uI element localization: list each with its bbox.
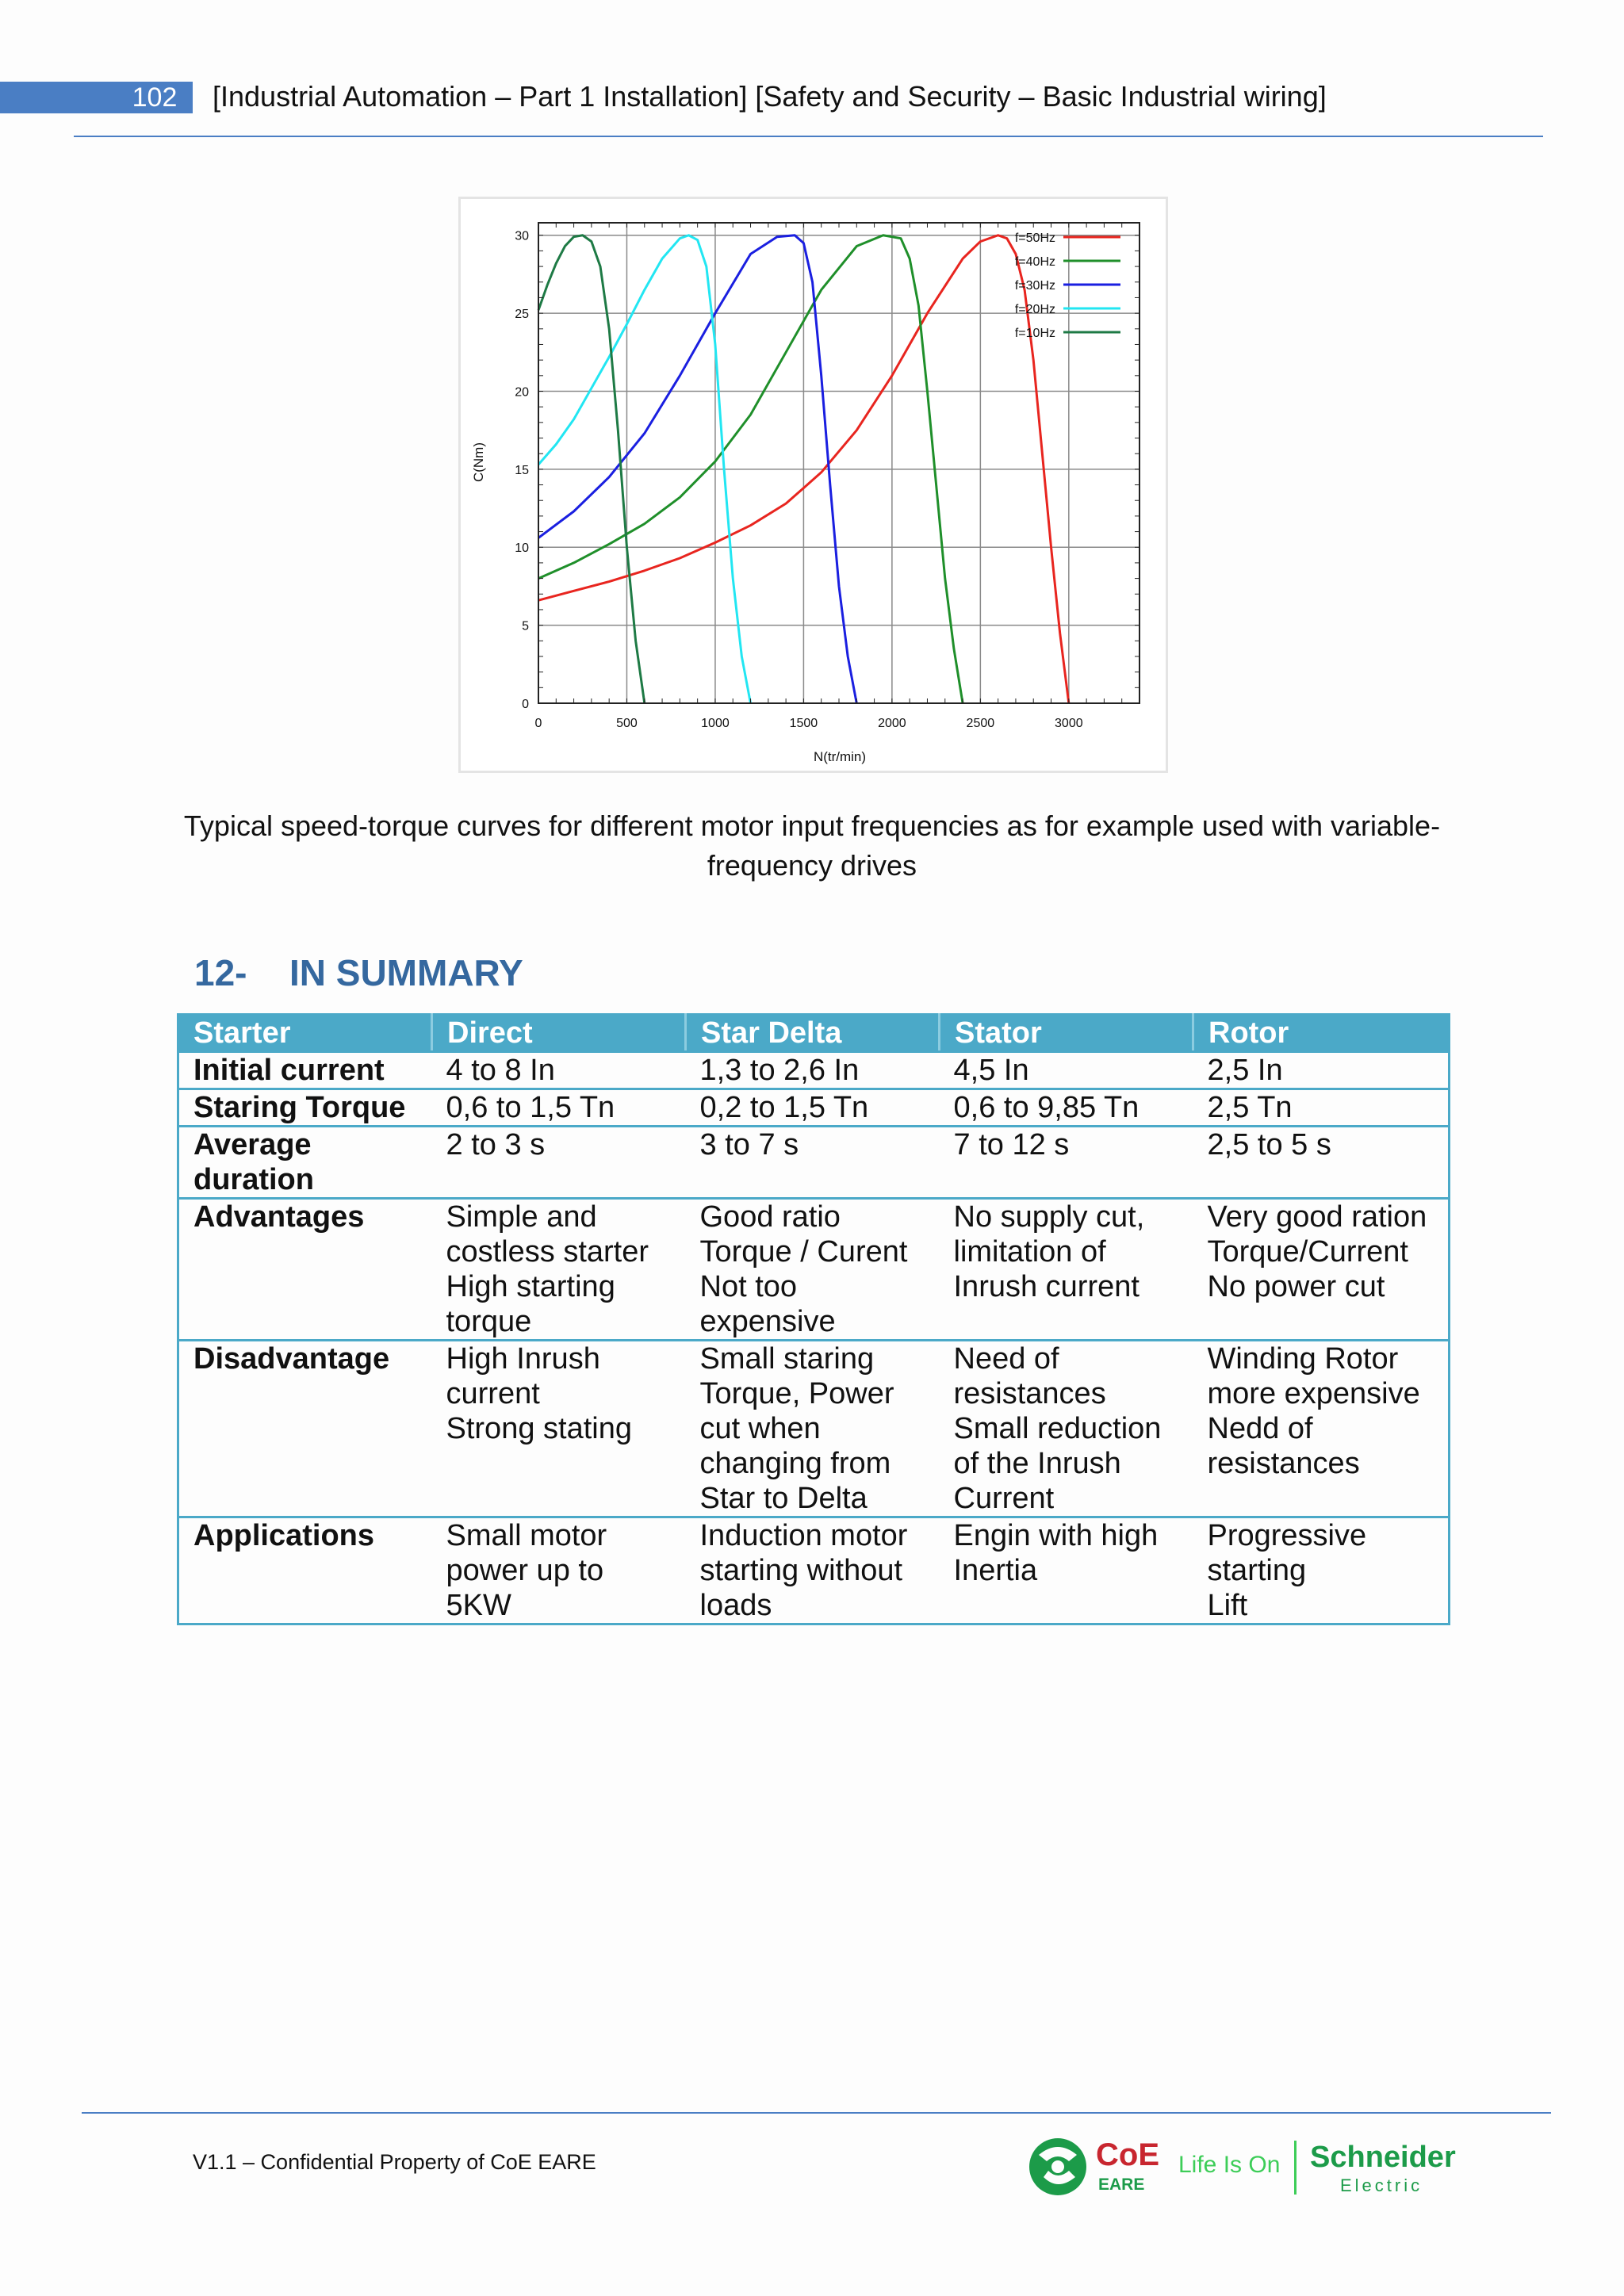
table-cell xyxy=(940,1127,1193,1199)
cell-text: 3 to 7 s xyxy=(699,1128,799,1161)
table-row xyxy=(178,1517,1450,1624)
cell-text: 2,5 Tn xyxy=(1207,1091,1293,1124)
legend-label: f=50Hz xyxy=(1014,232,1055,245)
cell-text: Progressive starting xyxy=(1207,1519,1367,1587)
figure-caption: Typical speed-torque curves for different motor input frequencies as for example used with variable-frequency drives xyxy=(183,809,1441,882)
column-header: Starter xyxy=(178,1015,432,1052)
cell-text: Need of resistances xyxy=(953,1342,1106,1410)
column-header: Rotor xyxy=(1193,1015,1450,1052)
y-tick-label: 5 xyxy=(522,619,529,633)
cell-text: Simple and costless starter xyxy=(446,1200,649,1269)
x-axis-label: N(tr/min) xyxy=(813,749,867,764)
cell-text: 4,5 In xyxy=(953,1054,1029,1087)
cell-text: Very good ration Torque/Current xyxy=(1207,1200,1427,1269)
table-cell xyxy=(1193,1127,1450,1199)
table-cell xyxy=(432,1517,686,1624)
cell-text: 2,5 to 5 s xyxy=(1207,1128,1331,1161)
footer-logos xyxy=(1023,2131,1467,2202)
footer-divider xyxy=(82,2112,1551,2114)
chart-grid xyxy=(538,223,1139,703)
y-tick-label: 20 xyxy=(515,385,529,400)
table-cell xyxy=(1193,1341,1450,1517)
cell-text: Nedd of resistances xyxy=(1207,1412,1360,1480)
y-tick-label: 25 xyxy=(515,308,529,322)
legend-label: f=10Hz xyxy=(1014,327,1055,340)
table-cell xyxy=(686,1127,940,1199)
page-number: 102 xyxy=(132,82,178,113)
summary-table xyxy=(177,1013,1450,1625)
speed-torque-chart xyxy=(461,199,1166,771)
table-cell xyxy=(940,1341,1193,1517)
row-label: Disadvantage xyxy=(178,1341,432,1517)
table-cell xyxy=(940,1089,1193,1127)
table-row xyxy=(178,1052,1450,1089)
cell-text: Engin with high Inertia xyxy=(953,1519,1159,1587)
section-heading xyxy=(194,951,523,994)
cell-text: Small motor power up to 5KW xyxy=(446,1519,607,1622)
table-cell xyxy=(686,1517,940,1624)
y-tick-label: 0 xyxy=(522,698,529,711)
cell-text: Small reduction of the Inrush Current xyxy=(953,1412,1162,1515)
row-label: Applications xyxy=(178,1517,432,1624)
table-cell xyxy=(432,1127,686,1199)
table-cell xyxy=(686,1341,940,1517)
eare-wordmark: EARE xyxy=(1098,2175,1145,2194)
table-cell xyxy=(1193,1052,1450,1089)
cell-text: Lift xyxy=(1207,1589,1248,1622)
cell-text: 0,6 to 1,5 Tn xyxy=(446,1091,615,1124)
x-tick-label: 1500 xyxy=(789,717,818,730)
plot-border xyxy=(538,223,1139,703)
cell-text: 0,2 to 1,5 Tn xyxy=(699,1091,869,1124)
electric-wordmark: Electric xyxy=(1340,2175,1423,2195)
legend-label: f=30Hz xyxy=(1014,279,1055,293)
x-tick-label: 2000 xyxy=(878,717,906,730)
cell-text: High Inrush current xyxy=(446,1342,600,1410)
legend-label: f=40Hz xyxy=(1014,255,1055,269)
cell-text: Winding Rotor more expensive xyxy=(1207,1342,1420,1410)
x-tick-label: 2500 xyxy=(966,717,995,730)
coe-wordmark: CoE xyxy=(1096,2137,1159,2172)
footer-text: V1.1 – Confidential Property of CoE EARE xyxy=(193,2150,596,2174)
cell-text: No power cut xyxy=(1207,1270,1385,1303)
y-tick-label: 15 xyxy=(515,463,529,477)
table-row xyxy=(178,1341,1450,1517)
cell-text: No supply cut, limitation of Inrush current xyxy=(953,1200,1145,1303)
cell-text: 2 to 3 s xyxy=(446,1128,546,1161)
row-label: Staring Torque xyxy=(178,1089,432,1127)
cell-text: Good ratio Torque / Curent xyxy=(699,1200,908,1269)
x-tick-label: 1000 xyxy=(701,717,730,730)
table-body xyxy=(178,1052,1450,1624)
table-cell xyxy=(432,1341,686,1517)
table-cell xyxy=(1193,1517,1450,1624)
table-cell xyxy=(686,1052,940,1089)
cell-text: 7 to 12 s xyxy=(953,1128,1070,1161)
header-divider xyxy=(74,136,1543,137)
table-row xyxy=(178,1199,1450,1341)
cell-text: High starting torque xyxy=(446,1270,615,1338)
row-label: Advantages xyxy=(178,1199,432,1341)
schneider-wordmark: Schneider xyxy=(1310,2141,1456,2174)
row-label: Average duration xyxy=(178,1127,432,1199)
column-header: Star Delta xyxy=(686,1015,940,1052)
cell-text: Strong stating xyxy=(446,1412,632,1445)
section-number: 12- xyxy=(194,952,247,993)
table-cell xyxy=(1193,1199,1450,1341)
y-tick-label: 10 xyxy=(515,541,529,556)
table-cell xyxy=(432,1089,686,1127)
chart-legend xyxy=(1015,232,1120,340)
table-cell xyxy=(432,1052,686,1089)
header-title: [Industrial Automation – Part 1 Installation] [Safety and Security – Basic Industrial wiring] xyxy=(213,80,1327,113)
y-axis-label: C(Nm) xyxy=(471,442,486,483)
cell-text: Small staring Torque, Power cut when changing from Star to Delta xyxy=(699,1342,894,1515)
row-label: Initial current xyxy=(178,1052,432,1089)
life-is-on-tagline: Life Is On xyxy=(1178,2152,1281,2178)
x-tick-label: 3000 xyxy=(1055,717,1083,730)
cell-text: 1,3 to 2,6 In xyxy=(699,1054,860,1087)
table-cell xyxy=(940,1517,1193,1624)
table-header-row xyxy=(178,1015,1450,1052)
column-header: Direct xyxy=(432,1015,686,1052)
legend-label: f=20Hz xyxy=(1014,303,1055,316)
table-cell xyxy=(940,1199,1193,1341)
cell-text: 4 to 8 In xyxy=(446,1054,555,1087)
y-tick-label: 30 xyxy=(515,229,529,243)
logo-separator xyxy=(1294,2141,1297,2195)
table-cell xyxy=(686,1199,940,1341)
table-row xyxy=(178,1127,1450,1199)
section-title: IN SUMMARY xyxy=(289,952,523,993)
table-cell xyxy=(1193,1089,1450,1127)
cell-text: Induction motor starting without loads xyxy=(699,1519,908,1622)
column-header: Stator xyxy=(940,1015,1193,1052)
coe-logo-icon xyxy=(1023,2131,1094,2202)
cell-text: Not too expensive xyxy=(699,1270,836,1338)
table-cell xyxy=(940,1052,1193,1089)
chart-svg xyxy=(461,199,1166,771)
x-tick-label: 500 xyxy=(616,717,638,730)
cell-text: 0,6 to 9,85 Tn xyxy=(953,1091,1139,1124)
cell-text: 2,5 In xyxy=(1207,1054,1283,1087)
table-row xyxy=(178,1089,1450,1127)
table-cell xyxy=(686,1089,940,1127)
x-tick-label: 0 xyxy=(534,717,542,730)
table-cell xyxy=(432,1199,686,1341)
